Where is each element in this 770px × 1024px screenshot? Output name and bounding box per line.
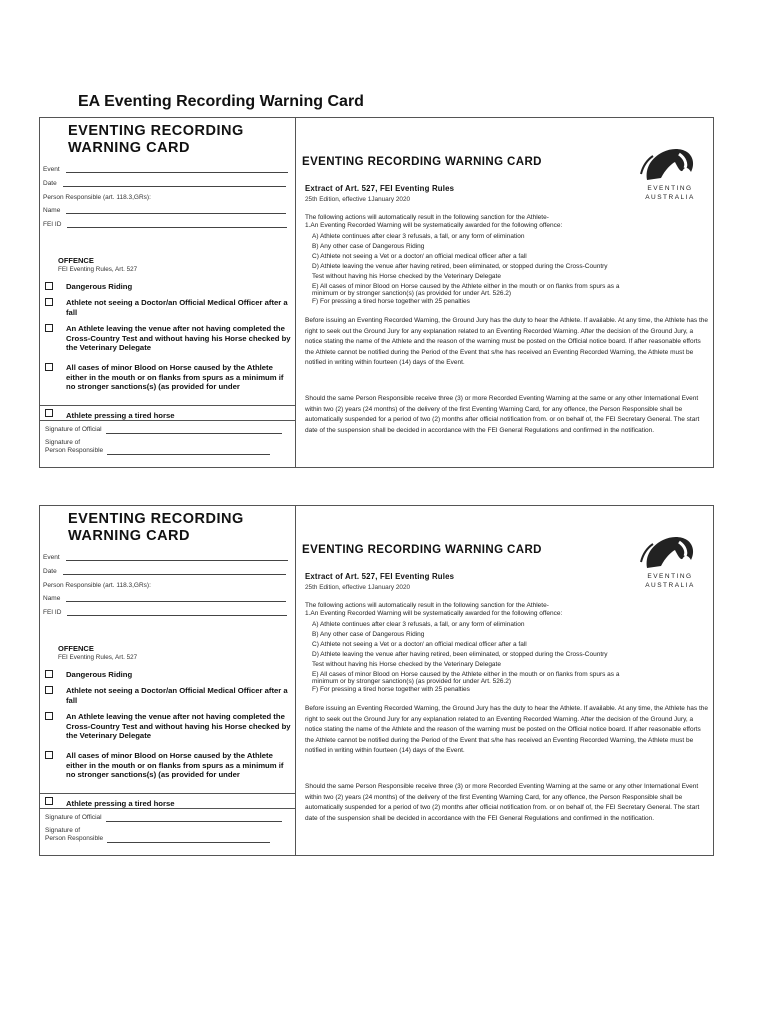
paragraph-2: Should the same Person Responsible receive three (3) or more Recorded Eventing Warning at the same or any other International Event within two (2) years (24 months) of the delivery of the first Eventing Warning Card, for any offence, the Person Responsible shall be automatically suspended for a period of two (2) months after official notification from. or on behalf of, the FEI Secretary General. The start date of the suspension shall be decided in accordance with the FEI General Regulations and confirmed in the notification. <box>305 783 700 822</box>
fei-id-field[interactable] <box>43 221 287 228</box>
edition-text: 25th Edition, effective 1January 2020 <box>305 196 411 203</box>
rule-text: 1.An Eventing Recorded Warning will be systematically awarded for the following offence: <box>305 222 563 229</box>
rule-item: D) Athlete leaving the venue after having retired, been eliminated, or stopped during the Cross-Country <box>312 263 608 270</box>
event-label: Event <box>43 166 60 173</box>
card-right-title: EVENTING RECORDING WARNING CARD <box>302 544 542 556</box>
horse-head-icon <box>635 532 705 572</box>
signature-official-field[interactable] <box>45 426 282 434</box>
name-field[interactable] <box>43 207 286 214</box>
name-label: Name <box>43 207 61 214</box>
rule-item: B) Any other case of Dangerous Riding <box>312 243 425 250</box>
page-title: EA Eventing Recording Warning Card <box>78 93 364 110</box>
offence-item: An Athlete leaving the venue after not having completed the Cross-Country Test and without having his Horse checked by the Veterinary Delegate <box>66 324 291 352</box>
checkbox-pressing-tired-horse[interactable] <box>45 409 53 417</box>
logo-text: AUSTRALIA <box>645 194 695 201</box>
checkbox-leaving-venue[interactable] <box>45 324 53 332</box>
rule-item: C) Athlete not seeing a Vet or a doctor/ an official medical officer after a fall <box>312 253 527 260</box>
checkbox-not-seeing-doctor[interactable] <box>45 686 53 694</box>
event-field[interactable] <box>43 554 288 561</box>
name-field[interactable] <box>43 595 286 602</box>
offence-item: Dangerous Riding <box>66 282 133 291</box>
rule-item: A) Athlete continues after clear 3 refusals, a fall, or any form of elimination <box>312 233 525 240</box>
checkbox-not-seeing-doctor[interactable] <box>45 298 53 306</box>
offence-subtitle: FEI Eventing Rules, Art. 527 <box>58 266 138 273</box>
checkbox-pressing-tired-horse[interactable] <box>45 797 53 805</box>
signature-official-field[interactable] <box>45 814 282 822</box>
rule-item: minimum or by stronger sanction(s) (as provided for under Art. 526.2) <box>312 290 512 297</box>
eventing-australia-logo <box>635 532 705 590</box>
rule-item: F) For pressing a tired horse together with 25 penalties <box>312 298 470 305</box>
paragraph-1: Before issuing an Eventing Recorded Warning, the Ground Jury has the duty to hear the Athlete. If available. At any time, the Athlete has the right to seek out the Ground Jury for any explanation related to an Eventing Recorded Warning. After the decision of the Ground Jury, a notice stating the name of the Athlete and the reason of the warning must be posted on the Official notice board. If after reasonable efforts the Athlete cannot be notified during the Period of the Event that s/he has received an Eventing Recorded Warning, the Athlete must be notified in writing within fourteen (14) days of the Event. <box>305 705 709 754</box>
offence-item: An Athlete leaving the venue after not having completed the Cross-Country Test and without having his Horse checked by the Veterinary Delegate <box>66 712 291 740</box>
warning-card-1 <box>39 117 714 468</box>
offence-item: All cases of minor Blood on Horse caused by the Athlete either in the mouth or on flanks from spurs as a minimum if no stronger sanctions(s) (as provided for under <box>66 363 284 391</box>
offence-item: Athlete pressing a tired horse <box>66 411 175 420</box>
edition-text: 25th Edition, effective 1January 2020 <box>305 584 411 591</box>
date-label: Date <box>43 180 57 187</box>
eventing-australia-logo <box>635 144 705 202</box>
rule-text: 1.An Eventing Recorded Warning will be systematically awarded for the following offence: <box>305 610 563 617</box>
rule-item: B) Any other case of Dangerous Riding <box>312 631 425 638</box>
rule-item: Test without having his Horse checked by the Veterinary Delegate <box>312 273 501 280</box>
signature-pr-field[interactable] <box>45 439 270 455</box>
event-label: Event <box>43 554 60 561</box>
fei-id-label: FEI ID <box>43 221 62 228</box>
person-responsible-label: Person Responsible (art. 118.3,GRs): <box>43 582 151 589</box>
event-field[interactable] <box>43 166 288 173</box>
offence-subtitle: FEI Eventing Rules, Art. 527 <box>58 654 138 661</box>
signature-pr-label: Signature of <box>45 827 81 834</box>
paragraph-2: Should the same Person Responsible receive three (3) or more Recorded Eventing Warning at the same or any other International Event within two (2) years (24 months) of the delivery of the first Eventing Warning Card, for any offence, the Person Responsible shall be automatically suspended for a period of two (2) months after official notification from. or on behalf of, the FEI Secretary General. The start date of the suspension shall be decided in accordance with the FEI General Regulations and confirmed in the notification. <box>305 395 700 434</box>
date-field[interactable] <box>43 568 286 575</box>
checkbox-blood-on-horse[interactable] <box>45 363 53 371</box>
offence-item: Dangerous Riding <box>66 670 133 679</box>
extract-title: Extract of Art. 527, FEI Eventing Rules <box>305 572 455 581</box>
rule-item: D) Athlete leaving the venue after having retired, been eliminated, or stopped during the Cross-Country <box>312 651 608 658</box>
offence-item: Athlete pressing a tired horse <box>66 799 175 808</box>
warning-card-2 <box>39 505 714 856</box>
signature-official-label: Signature of Official <box>45 814 102 821</box>
logo-text: EVENTING <box>647 185 693 192</box>
horse-head-icon <box>635 144 705 184</box>
person-responsible-label: Person Responsible (art. 118.3,GRs): <box>43 194 151 201</box>
date-label: Date <box>43 568 57 575</box>
offence-item: Athlete not seeing a Doctor/an Official Medical Officer after a fall <box>66 686 288 705</box>
rule-item: E) All cases of minor Blood on Horse caused by the Athlete either in the mouth or on flanks from spurs as a <box>312 283 620 290</box>
offence-item: Athlete not seeing a Doctor/an Official Medical Officer after a fall <box>66 298 288 317</box>
intro-text: The following actions will automatically result in the following sanction for the Athlete- <box>305 602 549 609</box>
offence-title: OFFENCE <box>58 256 94 265</box>
card-left-title: EVENTING RECORDING WARNING CARD <box>68 123 244 156</box>
extract-title: Extract of Art. 527, FEI Eventing Rules <box>305 184 455 193</box>
rule-item: C) Athlete not seeing a Vet or a doctor/ an official medical officer after a fall <box>312 641 527 648</box>
checkbox-dangerous-riding[interactable] <box>45 670 53 678</box>
rule-item: A) Athlete continues after clear 3 refusals, a fall, or any form of elimination <box>312 621 525 628</box>
offence-title: OFFENCE <box>58 644 94 653</box>
signature-pr-label: Person Responsible <box>45 447 104 454</box>
paragraph-1: Before issuing an Eventing Recorded Warning, the Ground Jury has the duty to hear the Athlete. If available. At any time, the Athlete has the right to seek out the Ground Jury for any explanation related to an Eventing Recorded Warning. After the decision of the Ground Jury, a notice stating the name of the Athlete and the reason of the warning must be posted on the Official notice board. If after reasonable efforts the Athlete cannot be notified during the Period of the Event that s/he has received an Eventing Recorded Warning, the Athlete must be notified in writing within fourteen (14) days of the Event. <box>305 317 709 366</box>
rule-item: minimum or by stronger sanction(s) (as provided for under Art. 526.2) <box>312 678 512 685</box>
fei-id-field[interactable] <box>43 609 287 616</box>
checkbox-blood-on-horse[interactable] <box>45 751 53 759</box>
offence-item: All cases of minor Blood on Horse caused by the Athlete either in the mouth or on flanks from spurs as a minimum if no stronger sanctions(s) (as provided for under <box>66 751 284 779</box>
rule-item: Test without having his Horse checked by the Veterinary Delegate <box>312 661 501 668</box>
intro-text: The following actions will automatically result in the following sanction for the Athlete- <box>305 214 549 221</box>
logo-text: EVENTING <box>647 573 693 580</box>
checkbox-dangerous-riding[interactable] <box>45 282 53 290</box>
card-right-title: EVENTING RECORDING WARNING CARD <box>302 156 542 168</box>
checkbox-leaving-venue[interactable] <box>45 712 53 720</box>
signature-pr-field[interactable] <box>45 827 270 843</box>
date-field[interactable] <box>43 180 286 187</box>
signature-official-label: Signature of Official <box>45 426 102 433</box>
logo-text: AUSTRALIA <box>645 582 695 589</box>
rule-item: F) For pressing a tired horse together with 25 penalties <box>312 686 470 693</box>
rule-item: E) All cases of minor Blood on Horse caused by the Athlete either in the mouth or on flanks from spurs as a <box>312 671 620 678</box>
signature-pr-label: Person Responsible <box>45 835 104 842</box>
signature-pr-label: Signature of <box>45 439 81 446</box>
fei-id-label: FEI ID <box>43 609 62 616</box>
name-label: Name <box>43 595 61 602</box>
card-left-title: EVENTING RECORDING WARNING CARD <box>68 511 244 544</box>
